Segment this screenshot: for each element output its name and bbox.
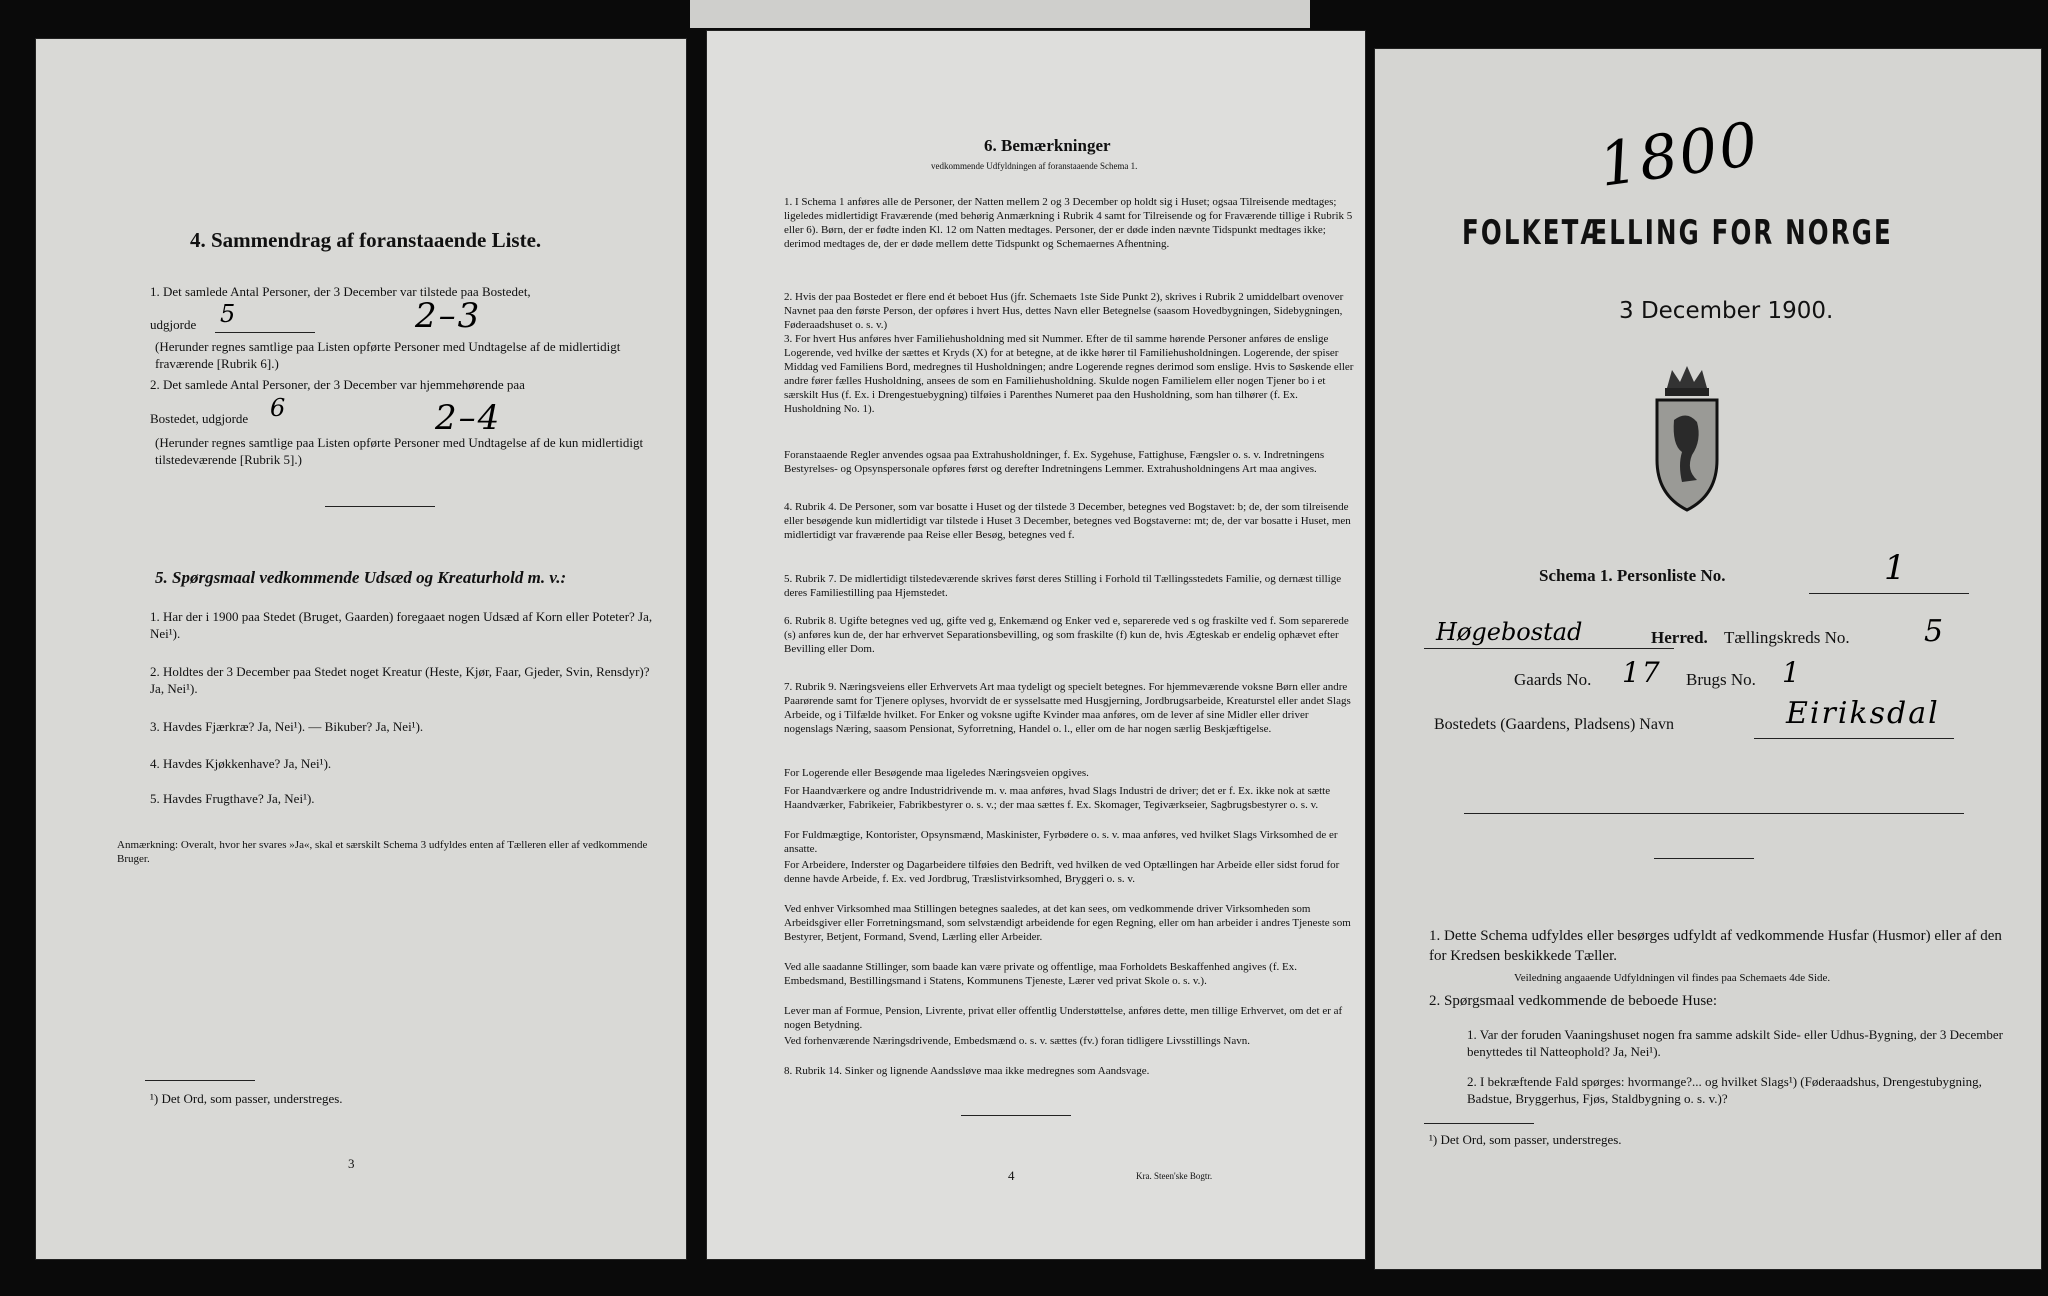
remark-7-fuldmaegtige: For Fuldmægtige, Kontorister, Opsynsmænd, Maskinister, Fyrbødere o. s. v. maa anføres, ved hvilket Slags Virksomhed de er ansatte.	[784, 829, 1338, 855]
remark-7-arbeidere: For Arbeidere, Inderster og Dagarbeidere tilføies den Bedrift, ved hvilken de ved Optællingen har Arbeide eller sidst forud for denne havde Arbeide, f. Ex. ved Jordbrug, Træslistvirksomhed, Bryggeri o. s. v.	[784, 859, 1340, 885]
section-6-title: 6. Bemærkninger	[984, 136, 1111, 155]
instruction-2-q2: 2. I bekræftende Fald spørges: hvormange?... og hvilket Slags¹) (Føderaadshus, Drengestubygning, Badstue, Bryggerhus, Fjøs, Staldbygning o. s. v.)?	[1467, 1074, 1982, 1106]
instruction-2: 2. Spørgsmaal vedkommende de beboede Huse:	[1429, 993, 1717, 1009]
instruction-1-note: Veiledning angaaende Udfyldningen vil findes paa Schemaets 4de Side.	[1514, 972, 1831, 984]
bosted-name-handwritten: Eiriksdal	[1786, 696, 1940, 731]
remark-3-extra: Foranstaaende Regler anvendes ogsaa paa Extrahusholdninger, f. Ex. Sygehuse, Fattighuse, Fængsler o. s. v. Indretningens Bestyrelses- og Opsynspersonale opføres først og derefter Indretningens Lemmer. Extrahusholdningens Art maa angives.	[784, 449, 1325, 475]
brugs-label: Brugs No.	[1686, 670, 1756, 689]
fill-line	[1424, 648, 1674, 649]
remark-6: 6. Rubrik 8. Ugifte betegnes ved ug, gifte ved g, Enkemænd og Enker ved e, separerede ved s og fraskilte ved f. Som separerede (s) anføres kun de, der har erhvervet Separationsbevilling, og som fraskilte (f) kun de, hvis Ægteskab er endelig ophævet efter Bevilling eller Dom.	[784, 615, 1349, 655]
divider	[325, 506, 435, 507]
page-number-4: 4	[1008, 1168, 1015, 1183]
kreds-label: Tællingskreds No.	[1724, 628, 1850, 647]
fill-line	[1754, 738, 1954, 739]
remark-2: 2. Hvis der paa Bostedet er flere end ét beboet Hus (jfr. Schemaets 1ste Side Punkt 2), skrives i Rubrik 2 umiddelbart ovenover Navnet paa den første Person, der opføres i hvert Hus, dettes Navn eller Betegnelse (saasom Hovedbygningen, Sidebygningen, Føderaadshuset o. s. v.)	[784, 291, 1344, 331]
background-page-edge	[690, 0, 1310, 28]
bosted-label: Bostedets (Gaardens, Pladsens) Navn	[1434, 716, 1674, 733]
middle-page	[706, 30, 1366, 1260]
remark-7: 7. Rubrik 9. Næringsveiens eller Erhvervets Art maa tydeligt og specielt betegnes. For hjemmeværende voksne Børn eller andre Paarørende samt for Tjenere oplyses, hvorvidt de er sysselsatte med Husgjerning, Jordbrugsarbeide, Kreaturstel eller andet Slags Arbeide, og i Tilfælde hvilket. For Enker og voksne ugifte Kvinder maa anføres, om de lever af sine Midler eller driver nogenslags Næring, saasom Pensionat, Syforretning, Handel o. l., eller om de har nogen særlig Beskjæftigelse.	[784, 681, 1351, 735]
herred-handwritten: Høgebostad	[1436, 618, 1583, 646]
right-page	[1374, 48, 2042, 1270]
summary-q1-handwritten-a: 5	[220, 300, 238, 328]
remark-3: 3. For hvert Hus anføres hver Familiehusholdning med sit Nummer. Efter de til samme hørende Personer anføres de enslige Logerende, ved hvilke der sættes et Kryds (X) for at betegne, at de ikke hører til Familiehusholdningen. Logerende, der spiser Middag ved Familiens Bord, medregnes til Husholdningen; andre Logerende regnes derimod som enslige. Hvis to Søskende eller andre fører fælles Husholdning, ansees de som en Familiehusholdning. Skulde nogen Familielem eller nogen Tjener bo i et særskilt Hus (f. Ex. i Drengestuebygning) tilføies i Parenthes Numeret paa den Husholdning, som han tilhører (f. Ex. Husholdning No. 1).	[784, 333, 1354, 415]
page-number-3: 3	[348, 1156, 355, 1171]
remark-7-logerende: For Logerende eller Besøgende maa ligeledes Næringsveien opgives.	[784, 767, 1089, 779]
footnote-rule	[145, 1080, 255, 1081]
printer-mark: Kra. Steen'ske Bogtr.	[1136, 1171, 1213, 1181]
schema-label: Schema 1. Personliste No.	[1539, 566, 1726, 585]
summary-q2-note: (Herunder regnes samtlige paa Listen opførte Personer med Undtagelse af de kun midlertidigt tilstedeværende [Rubrik 5].)	[155, 435, 644, 467]
page-title: FOLKETÆLLING FOR NORGE	[1462, 213, 1893, 253]
footnote-rule	[1424, 1123, 1534, 1124]
remark-7-haandvaerkere: For Haandværkere og andre Industridrivende m. v. maa anføres, hvad Slags Industri de driver; det er f. Ex. ikke nok at sætte Haandværker, Fabrikeier, Fabrikbestyrer o. s. v.; der maa sættes f. Ex. Skomager, Tegiværkseier, Sagbrugsbestyrer o. s. v.	[784, 785, 1331, 811]
gaards-label: Gaards No.	[1514, 670, 1592, 689]
census-date: 3 December 1900.	[1619, 298, 1834, 324]
anmerkning-note: Anmærkning: Overalt, hvor her svares »Ja«, skal et særskilt Schema 3 udfyldes enten af Tælleren eller af vedkommende Bruger.	[117, 839, 648, 865]
coat-of-arms-icon	[1642, 360, 1732, 520]
separator-line	[1464, 813, 1964, 814]
left-page	[35, 38, 687, 1260]
remark-7-forhenvaerende: Ved forhenværende Næringsdrivende, Embedsmænd o. s. v. sættes (fv.) foran tidligere Livsstillings Navn.	[784, 1035, 1250, 1047]
summary-q1-udgjorde: udgjorde	[150, 317, 197, 332]
fill-line	[1809, 593, 1969, 594]
summary-q2-handwritten-b: 2–4	[435, 398, 502, 438]
gaards-number-handwritten: 17	[1622, 656, 1662, 689]
footnote: ¹) Det Ord, som passer, understreges.	[150, 1091, 343, 1106]
section-5-q3: 3. Havdes Fjærkræ? Ja, Nei¹). — Bikuber? Ja, Nei¹).	[150, 719, 424, 734]
remark-5: 5. Rubrik 7. De midlertidigt tilstedeværende skrives først deres Stilling i Forhold til Tællingsstedets Familie, og dernæst tillige deres Familiestilling paa Hjemstedet.	[784, 573, 1342, 599]
summary-q2-bostedet: Bostedet, udgjorde	[150, 411, 249, 426]
summary-q2-text: 2. Det samlede Antal Personer, der 3 December var hjemmehørende paa	[150, 377, 525, 392]
divider	[961, 1115, 1071, 1116]
section-4-title: 4. Sammendrag af foranstaaende Liste.	[190, 228, 542, 252]
section-5-title: 5. Spørgsmaal vedkommende Udsæd og Kreaturhold m. v.:	[155, 568, 567, 587]
remark-7-stillinger: Ved alle saadanne Stillinger, som baade kan være private og offentlige, maa Forholdets Beskaffenhed angives (f. Ex. Embedsmand, Bestillingsmand i Statens, Kommunens Tjeneste, Lærer ved privat Skole o. s. v.).	[784, 961, 1297, 987]
kreds-number-handwritten: 5	[1924, 614, 1946, 649]
remark-7-virksomhed: Ved enhver Virksomhed maa Stillingen betegnes saaledes, at det kan sees, om vedkommende driver Virksomheden som Arbeidsgiver eller Forretningsmand, som selvstændigt arbeidende for egen Regning, eller om han arbeider i andres Tjeneste som Bestyrer, Betjent, Formand, Svend, Lærling eller Arbeider.	[784, 903, 1351, 943]
herred-label: Herred.	[1651, 628, 1708, 647]
schema-number-handwritten: 1	[1884, 548, 1908, 588]
remark-4: 4. Rubrik 4. De Personer, som var bosatte i Huset og der tilstede 3 December, betegnes ved Bogstavet: b; de, der som tilreisende eller besøgende kun midlertidigt var tilstede i Huset 3 December, betegnes ved Bogstaverne: mt; de, der var bosatte i Huset, men midlertidigt var fraværende paa Reise eller Besøg, betegnes ved f.	[784, 501, 1351, 541]
brugs-number-handwritten: 1	[1782, 656, 1802, 689]
summary-q2-handwritten-a: 6	[270, 394, 288, 422]
remark-8: 8. Rubrik 14. Sinker og lignende Aandssløve maa ikke medregnes som Aandsvage.	[784, 1065, 1150, 1077]
remark-1: 1. I Schema 1 anføres alle de Personer, der Natten mellem 2 og 3 December op holdt sig i Huset; ogsaa Tilreisende medtages; ligeledes midlertidigt Fraværende (med behørig Anmærkning i Rubrik 4 samt for Tilreisende og for Fraværende tillige i Rubrik 5 eller 6). Børn, der er fødte inden Kl. 12 om Natten medtages. Personer, der er døde inden nævnte Tidspunkt medtages ikke; derimod medtages de, der er døde mellem dette Tidspunkt og Schemaernes Afhentning.	[784, 196, 1353, 250]
section-5-q5: 5. Havdes Frugthave? Ja, Nei¹).	[150, 791, 315, 806]
section-5-q2: 2. Holdtes der 3 December paa Stedet noget Kreatur (Heste, Kjør, Faar, Gjeder, Svin, Rensdyr)? Ja, Nei¹).	[150, 664, 650, 696]
summary-q1-note: (Herunder regnes samtlige paa Listen opførte Personer med Undtagelse af de midlertidigt fraværende [Rubrik 6].)	[155, 339, 621, 371]
instruction-2-q1: 1. Var der foruden Vaaningshuset nogen fra samme adskilt Side- eller Udhus-Bygning, der 3 December benyttedes til Natteophold? Ja, Nei¹).	[1467, 1027, 2003, 1059]
remark-7-formue: Lever man af Formue, Pension, Livrente, privat eller offentlig Understøttelse, anføres dette, men tillige Erhvervet, om det er af nogen Betydning.	[784, 1005, 1343, 1031]
section-5-q4: 4. Havdes Kjøkkenhave? Ja, Nei¹).	[150, 756, 332, 771]
divider	[1654, 858, 1754, 859]
handwritten-year: 1800	[1594, 109, 1764, 201]
summary-q1-handwritten-b: 2–3	[415, 296, 482, 336]
fill-line	[215, 332, 315, 333]
footnote: ¹) Det Ord, som passer, understreges.	[1429, 1132, 1622, 1147]
instruction-1: 1. Dette Schema udfyldes eller besørges udfyldt af vedkommende Husfar (Husmor) eller af den for Kredsen beskikkede Tæller.	[1429, 928, 2002, 964]
summary-q1-text: 1. Det samlede Antal Personer, der 3 December var tilstede paa Bostedet,	[150, 284, 531, 299]
section-5-q1: 1. Har der i 1900 paa Stedet (Bruget, Gaarden) foregaaet nogen Udsæd af Korn eller Poteter? Ja, Nei¹).	[150, 609, 653, 641]
section-6-subtitle: vedkommende Udfyldningen af foranstaaende Schema 1.	[931, 161, 1138, 171]
